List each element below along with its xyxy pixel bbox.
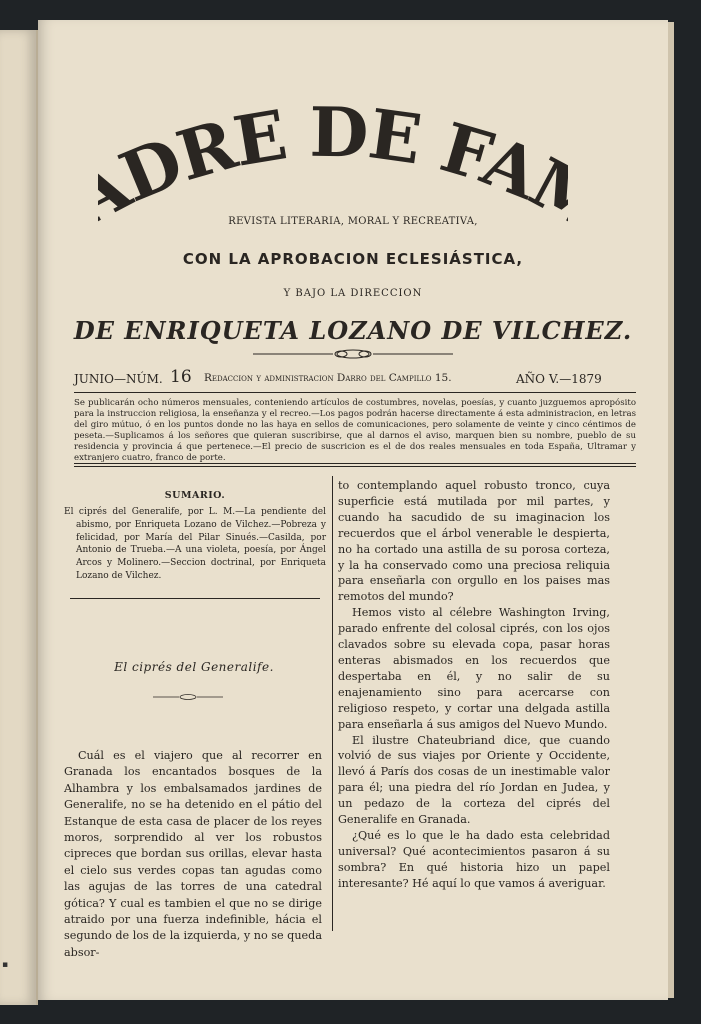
rule-bottom-double <box>74 466 636 467</box>
article-paragraph-3: El ilustre Chateubriand dice, que cuando volvió de sus viajes por Oriente y Occidente, llevó á París dos cosas de un inestimable valor para él; una piedra del río Jordan en Judea, y un pedazo de la corteza del ciprés del Generalife en Granada. <box>338 733 610 827</box>
article-right-column <box>338 478 610 892</box>
left-page-mark: ▪ <box>2 960 9 970</box>
newspaper-page <box>38 20 668 1000</box>
rule-top <box>74 392 636 393</box>
issue-redaction: Redaccion y administracion Darro del Campillo 15. <box>204 372 452 384</box>
article-paragraph-1: to contemplando aquel robusto tronco, cuya superficie está mutilada por mil partes, y cuando ha sacudido de su imaginacion los recuerdos que el árbol venerable le despierta, no ha cortado una astilla de su porosa corteza, y la ha conservado como una preciosa reliquia para enseñarla con orgullo en los paises mas remotos del mundo? <box>338 479 610 604</box>
issue-line <box>74 367 634 392</box>
masthead-title-text: DRE DE FA <box>109 106 549 219</box>
issue-year: AÑO V.—1879 <box>516 372 602 386</box>
masthead-ornament <box>253 348 453 360</box>
page-edge <box>668 22 674 998</box>
summary-title: SUMARIO. <box>164 490 226 501</box>
left-page-edge <box>0 30 38 1005</box>
masthead-direction: Y BAJO LA DIRECCION <box>283 288 423 299</box>
article-left-column <box>64 748 322 961</box>
issue-number: 16 <box>170 367 192 387</box>
masthead-arc <box>98 106 568 226</box>
masthead-director: DE ENRIQUETA LOZANO DE VILCHEZ. <box>73 316 633 345</box>
article-left-text: Cuál es el viajero que al recorrer en Granada los encantados bosques de la Alhambra y los embalsamados jardines de Generalife, no se ha detenido en el pátio del Estanque de esta casa de placer de los reyes moros, sorprendido al ver los robustos cipreces que bordan sus orillas, elevar hasta el cielo sus verdes copas tan agudas como las agujas de las torres de una catedral gótica? Y cual es tambien el que no se dirige atraido por una fuerza indefinible, hácia el segundo de los de la izquierda, y no se queda absor- <box>64 749 322 959</box>
column-divider <box>332 476 333 931</box>
masthead-title <box>98 106 568 226</box>
masthead-approval: CON LA APROBACION ECLESIÁSTICA, <box>182 250 524 268</box>
summary-body: El ciprés del Generalife, por L. M.—La pendiente del abismo, por Enriqueta Lozano de Vilchez.—Pobreza y felicidad, por María del Pilar Sinués.—Casilda, por Antonio de Trueba.—A una violeta, poesía, por Ángel Arcos y Molinero.—Seccion doctrinal, por Enriqueta Lozano de Vilchez. <box>64 507 326 581</box>
rule-bottom <box>74 463 636 464</box>
article-paragraph-4: ¿Qué es lo que le ha dado esta celebridad universal? Qué acontecimientos pasaron á su sombra? En qué historia hizo un papel interesante? Hé aquí lo que vamos á averiguar. <box>338 828 610 890</box>
subscription-notice: Se publicarán ocho números mensuales, conteniendo artículos de costumbres, novelas, poesías, y cuanto juzguemos apropósito para la instruccion religiosa, la enseñanza y el recreo.—Los pagos podrán hacerse directamente á esta administracion, en letras del giro mútuo, ó en los puntos donde no las haya en sellos de comunicaciones, pero solamente de veinte y cinco céntimos de peseta.—Suplicamos á los señores que quieran suscribirse, que al darnos el aviso, marquen bien su nombre, pueblo de su residencia y provincia á que pertenece.—El precio de suscricion es el de dos reales mensuales en toda España, Ultramar y extranjero cuatro, franco de porte. <box>74 398 636 463</box>
article-paragraph-2: Hemos visto al célebre Washington Irving, parado enfrente del colosal ciprés, con los ojos clavados sobre su elevada copa, pasar horas enteras abismados en los recuerdos que despertaba en él, y no salir de su enajenamiento sino para acercarse con religioso respeto, y cortar una delgada astilla para enseñarla á sus amigos del Nuevo Mundo. <box>338 606 610 731</box>
article-title: El ciprés del Generalife. <box>114 660 274 674</box>
article-ornament <box>153 692 223 702</box>
issue-date: JUNIO—NÚM. <box>74 372 163 386</box>
summary-rule <box>70 598 320 599</box>
masthead-subtitle: REVISTA LITERARIA, MORAL Y RECREATIVA, <box>228 216 478 227</box>
